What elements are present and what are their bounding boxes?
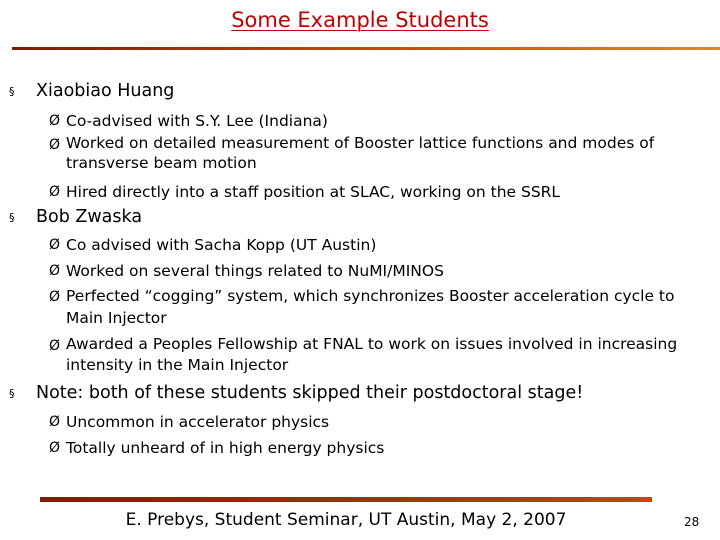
bullet-marker: §: [9, 85, 15, 98]
arrow-bullet-icon: Ø: [49, 137, 61, 153]
arrow-bullet-icon: Ø: [49, 113, 61, 129]
sub-bullet-text: Uncommon in accelerator physics: [66, 413, 330, 431]
page-number: 28: [684, 515, 700, 529]
bullet-marker: §: [9, 211, 15, 224]
arrow-bullet-icon: Ø: [49, 237, 61, 253]
arrow-bullet-icon: Ø: [49, 184, 61, 200]
bullet-text: Bob Zwaska: [36, 207, 143, 227]
sub-bullet-text: Awarded a Peoples Fellowship at FNAL to work on issues involved in increasing intensity in the Main Injector: [66, 335, 678, 374]
bullet-text: Note: both of these students skipped their postdoctoral stage!: [36, 383, 584, 403]
sub-bullet-text: Worked on several things related to NuMI/MINOS: [66, 262, 444, 280]
sub-bullet-text: Co-advised with S.Y. Lee (Indiana): [66, 112, 328, 130]
slide-title: Some Example Students: [231, 8, 489, 32]
arrow-bullet-icon: Ø: [49, 414, 61, 430]
sub-bullet-text: Totally unheard of in high energy physics: [66, 439, 385, 457]
arrow-bullet-icon: Ø: [49, 338, 61, 354]
arrow-bullet-icon: Ø: [49, 440, 61, 456]
arrow-bullet-icon: Ø: [49, 263, 61, 279]
sub-bullet-text: Worked on detailed measurement of Booster lattice functions and modes of transverse beam motion: [66, 134, 655, 172]
slide-footer: [0, 510, 720, 530]
bullet-marker: §: [9, 387, 15, 400]
arrow-bullet-icon: Ø: [49, 289, 61, 305]
bullet-text: Xiaobiao Huang: [36, 81, 175, 101]
title-divider: [12, 47, 720, 50]
sub-bullet-text: Hired directly into a staff position at SLAC, working on the SSRL: [66, 183, 561, 201]
sub-bullet-text: Perfected “cogging” system, which synchronizes Booster acceleration cycle to Main Injector: [66, 287, 675, 327]
footer-divider: [40, 497, 652, 502]
sub-bullet-text: Co advised with Sacha Kopp (UT Austin): [66, 236, 377, 254]
footer-text: E. Prebys, Student Seminar, UT Austin, May 2, 2007: [125, 510, 567, 530]
